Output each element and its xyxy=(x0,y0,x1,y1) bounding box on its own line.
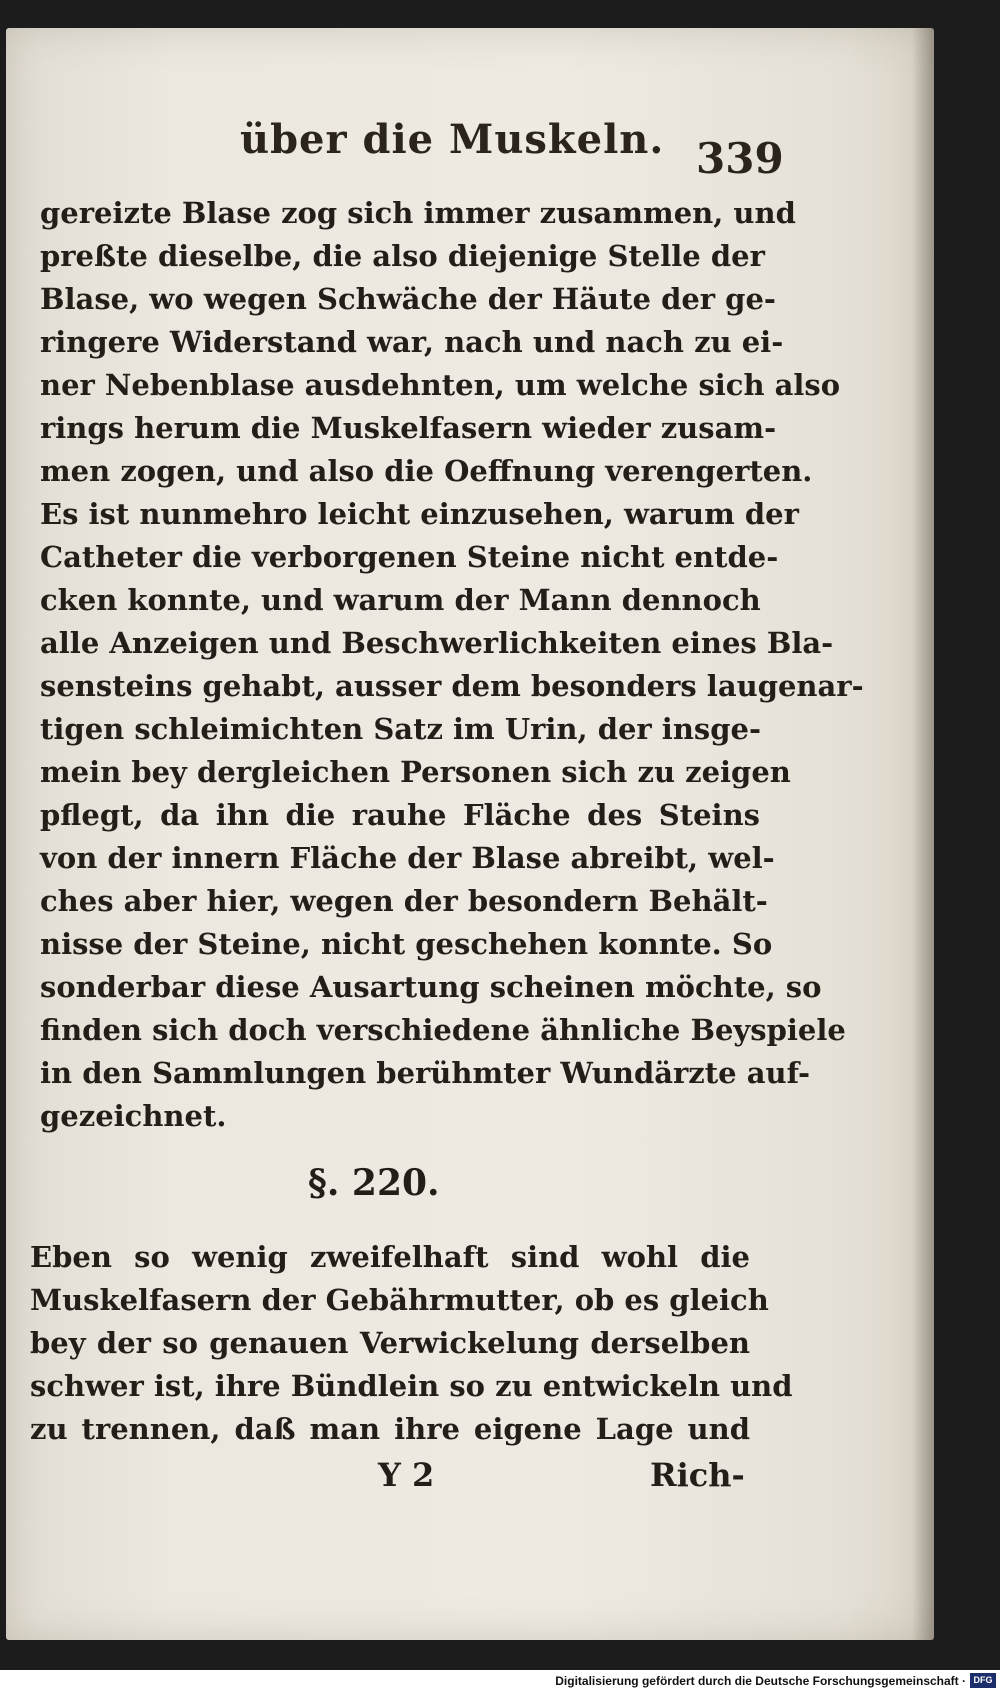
text-line: Catheter die verborgenen Steine nicht entde- xyxy=(40,540,779,574)
text-line: men zogen, und also die Oeffnung verengerten. xyxy=(40,454,813,488)
text-line: cken konnte, und warum der Mann dennoch xyxy=(40,583,761,617)
text-line: gezeichnet. xyxy=(40,1099,227,1133)
dfg-logo-icon: DFG xyxy=(970,1673,996,1688)
text-line: schwer ist, ihre Bündlein so zu entwickeln und xyxy=(30,1369,793,1403)
text-line: Es ist nunmehro leicht einzusehen, warum der xyxy=(40,497,799,531)
text-line: Muskelfasern der Gebährmutter, ob es gleich xyxy=(30,1283,769,1317)
text-line: preßte dieselbe, die also diejenige Stelle der xyxy=(40,239,765,273)
catchword: Rich- xyxy=(650,1456,745,1494)
text-line: sonderbar diese Ausartung scheinen möchte, so xyxy=(40,970,822,1004)
page-number: 339 xyxy=(696,134,784,183)
running-title: über die Muskeln. xyxy=(240,116,665,163)
signature-mark: Y 2 xyxy=(378,1456,435,1494)
text-line: gereizte Blase zog sich immer zusammen, und xyxy=(40,196,796,230)
section-heading: §. 220. xyxy=(308,1162,440,1204)
text-line: rings herum die Muskelfasern wieder zusam- xyxy=(40,411,777,445)
digitization-credit: Digitalisierung gefördert durch die Deutsche Forschungsgemeinschaft · xyxy=(555,1674,966,1688)
text-line: bey der so genauen Verwickelung derselben xyxy=(30,1326,750,1360)
text-line: Eben so wenig zweifelhaft sind wohl die xyxy=(30,1240,750,1274)
text-line: ner Nebenblase ausdehnten, um welche sich also xyxy=(40,368,841,402)
text-line: von der innern Fläche der Blase abreibt, wel- xyxy=(40,841,775,875)
text-line: alle Anzeigen und Beschwerlichkeiten eines Bla- xyxy=(40,626,834,660)
text-line: tigen schleimichten Satz im Urin, der insge- xyxy=(40,712,761,746)
text-line: finden sich doch verschiedene ähnliche Beyspiele xyxy=(40,1013,846,1047)
text-line: ringere Widerstand war, nach und nach zu ei- xyxy=(40,325,784,359)
text-line: nisse der Steine, nicht geschehen konnte. So xyxy=(40,927,773,961)
text-line: pflegt, da ihn die rauhe Fläche des Steins xyxy=(40,798,760,832)
text-line: mein bey dergleichen Personen sich zu zeigen xyxy=(40,755,791,789)
paragraph-2 xyxy=(30,1236,793,1451)
text-line: sensteins gehabt, ausser dem besonders laugenar- xyxy=(40,669,864,703)
text-line: ches aber hier, wegen der besondern Behält- xyxy=(40,884,768,918)
text-line: zu trennen, daß man ihre eigene Lage und xyxy=(30,1412,750,1446)
paragraph-1 xyxy=(40,192,864,1138)
text-line: Blase, wo wegen Schwäche der Häute der ge- xyxy=(40,282,776,316)
text-line: in den Sammlungen berühmter Wundärzte auf- xyxy=(40,1056,811,1090)
